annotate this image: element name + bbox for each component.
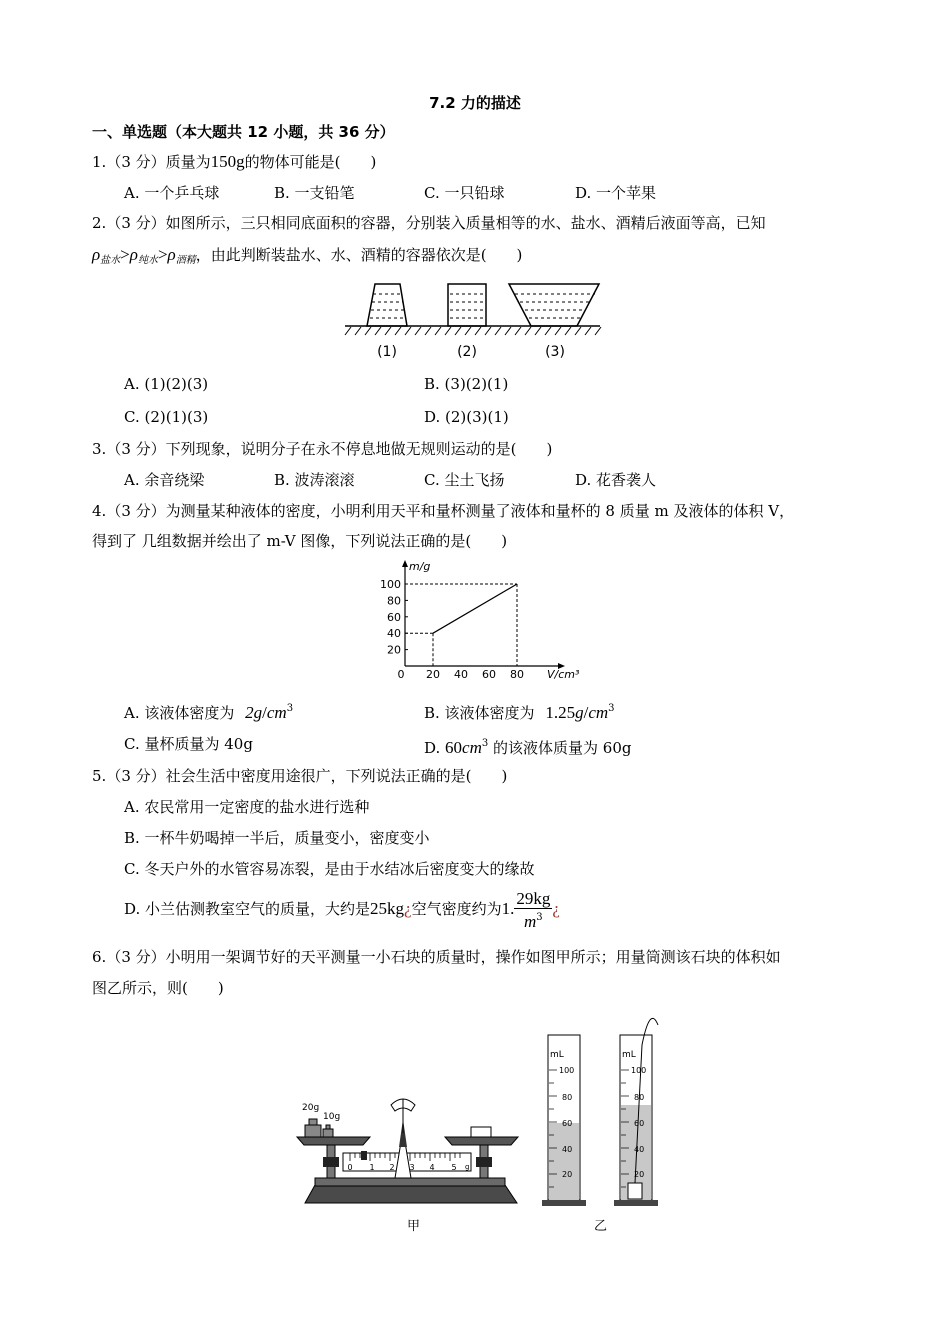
q4-stem-line2: 得到了 几组数据并绘出了 m-V 图像，下列说法正确的是( ): [92, 532, 508, 550]
origin-label: 0: [397, 668, 405, 681]
q4-stem-line1: 为测量某种液体的密度，小明利用天平和量杯测量了液体和量杯的 8 质量 m 及液体的体积 V，: [165, 502, 795, 520]
svg-text:80: 80: [562, 1093, 573, 1102]
q3-stem: 下列现象，说明分子在永不停息地做无规则运动的是( ): [165, 440, 553, 458]
balance-figure: [295, 1085, 535, 1210]
svg-text:1: 1: [369, 1163, 375, 1172]
svg-text:2: 2: [389, 1163, 395, 1172]
q5-score: （3 分）: [106, 767, 166, 785]
q5-option-c[interactable]: C. 冬天户外的水管容易冻裂，是由于水结冰后密度变大的缘故: [124, 860, 535, 878]
q5-stem: 社会生活中密度用途很广，下列说法正确的是( ): [165, 767, 508, 785]
q1-option-b[interactable]: B. 一支铅笔: [274, 184, 355, 202]
question-5: [92, 766, 507, 786]
stone: [471, 1127, 491, 1137]
q5-option-d[interactable]: D. 小兰估测教室空气的质量，大约是25kg¿空气密度约为1. $\frac{29kg}{m^3}$ ¿: [124, 888, 560, 931]
q3-number: 3.: [92, 440, 107, 458]
x-axis-label: V/cm³: [547, 668, 580, 681]
question-4: [92, 501, 794, 521]
q3-option-a[interactable]: A. 余音绕梁: [124, 471, 205, 489]
q4-mv-chart: [365, 558, 580, 683]
q1-option-c[interactable]: C. 一只铅球: [424, 184, 505, 202]
caption-jia: 甲: [407, 1219, 421, 1234]
q1-option-d[interactable]: D. 一个苹果: [575, 184, 657, 202]
q5-option-a[interactable]: A. 农民常用一定密度的盐水进行选种: [124, 798, 370, 816]
svg-text:4: 4: [429, 1163, 435, 1172]
question-1: [92, 152, 376, 172]
q5-option-b[interactable]: B. 一杯牛奶喝掉一半后，质量变小，密度变小: [124, 829, 430, 847]
y-tick-label: 100: [380, 578, 401, 591]
weight-10g: [323, 1129, 333, 1137]
q3-option-b[interactable]: B. 波涛滚滚: [274, 471, 355, 489]
q3-option-d[interactable]: D. 花香袭人: [575, 471, 657, 489]
q4-option-b[interactable]: B. 该液体密度为 $1.25g/cm^3$: [424, 703, 615, 722]
q4-option-d[interactable]: D. $60cm^3$ 的该液体质量为 60g: [424, 738, 632, 757]
stone-in-cylinder: [628, 1183, 642, 1199]
q4-option-a[interactable]: A. 该液体密度为 $2g/cm^3$: [124, 703, 294, 722]
q1-number: 1.: [92, 153, 107, 171]
svg-text:5: 5: [451, 1163, 457, 1172]
svg-text:100: 100: [631, 1066, 647, 1075]
q2-containers-figure: [345, 280, 605, 365]
q1-mass: 150g: [210, 152, 245, 171]
svg-text:g: g: [465, 1163, 470, 1171]
q4-score: （3 分）: [106, 502, 166, 520]
q1-stem-tail: 的物体可能是( ): [244, 153, 377, 171]
svg-text:40: 40: [562, 1145, 573, 1154]
q6-stem-line2: 图乙所示，则( ): [92, 979, 224, 997]
y-tick-label: 60: [387, 610, 401, 624]
fig-label-1: (1): [377, 344, 397, 360]
q2-option-b[interactable]: B. (3)(2)(1): [424, 375, 509, 393]
q3-option-c[interactable]: C. 尘土飞扬: [424, 471, 505, 489]
weight-20g: [305, 1125, 321, 1137]
x-tick-label: 20: [426, 668, 440, 681]
y-tick-label: 80: [387, 594, 401, 608]
q3-score: （3 分）: [106, 440, 166, 458]
svg-text:0: 0: [347, 1163, 353, 1172]
svg-text:40: 40: [634, 1145, 645, 1154]
y-tick-label: 20: [387, 643, 401, 657]
x-tick-label: 60: [482, 668, 496, 681]
rider: [361, 1151, 367, 1160]
svg-text:3: 3: [409, 1163, 415, 1172]
container-3: [509, 284, 599, 326]
container-1: [367, 284, 407, 326]
cylinder-1: [542, 1035, 586, 1206]
question-3: [92, 439, 552, 459]
svg-text:20: 20: [562, 1170, 573, 1179]
svg-text:10g: 10g: [323, 1112, 341, 1122]
x-tick-label: 80: [510, 668, 524, 681]
q1-option-a[interactable]: A. 一个乒乓球: [124, 184, 220, 202]
q1-score: （3 分）: [106, 153, 166, 171]
svg-text:100: 100: [559, 1066, 575, 1075]
svg-text:20: 20: [634, 1170, 645, 1179]
q2-score: （3 分）: [106, 214, 166, 232]
question-6: [92, 947, 781, 967]
q6-number: 6.: [92, 948, 107, 966]
q1-stem: 质量为: [165, 153, 211, 171]
fig-label-3: (3): [545, 344, 565, 360]
q2-stem-line1: 如图所示，三只相同底面积的容器，分别装入质量相等的水、盐水、酒精后液面等高，已知: [165, 214, 766, 232]
q4-option-c[interactable]: C. 量杯质量为 40g: [124, 735, 253, 753]
q2-stem-line2: ，由此判断装盐水、水、酒精的容器依次是( ): [195, 246, 523, 264]
y-tick-label: 40: [387, 627, 401, 641]
svg-text:80: 80: [634, 1093, 645, 1102]
container-2: [448, 284, 486, 326]
svg-text:mL: mL: [622, 1050, 636, 1060]
x-tick-label: 40: [454, 668, 468, 681]
question-2: [92, 213, 766, 233]
q2-density-relation: $\rho_{盐水}>\rho_{纯水}>\rho_{酒精}$，由此判断装盐水、水、酒精的容器依次是( ): [92, 245, 523, 266]
q4-number: 4.: [92, 502, 107, 520]
svg-text:20g: 20g: [302, 1103, 320, 1113]
q2-option-d[interactable]: D. (2)(3)(1): [424, 408, 509, 426]
q6-stem-line1: 小明用一架调节好的天平测量一小石块的质量时，操作如图甲所示；用量筒测该石块的体积如: [165, 948, 781, 966]
caption-yi: 乙: [594, 1219, 608, 1234]
svg-text:60: 60: [634, 1119, 645, 1128]
q2-option-c[interactable]: C. (2)(1)(3): [124, 408, 209, 426]
q5-number: 5.: [92, 767, 107, 785]
cylinder-2: [614, 1018, 658, 1206]
y-axis-arrow: [402, 560, 408, 567]
svg-text:60: 60: [562, 1119, 573, 1128]
q2-option-a[interactable]: A. (1)(2)(3): [124, 375, 209, 393]
q6-score: （3 分）: [106, 948, 166, 966]
cylinders-figure: [540, 1005, 670, 1210]
svg-text:mL: mL: [550, 1050, 564, 1060]
q5-density-fraction: $\frac{29kg}{m^3}$: [516, 888, 551, 931]
fig-label-2: (2): [457, 344, 477, 360]
q2-number: 2.: [92, 214, 107, 232]
data-line: [433, 584, 517, 633]
section-heading: 一、单选题（本大题共 12 小题，共 36 分）: [92, 123, 395, 141]
y-axis-label: m/g: [409, 560, 431, 573]
page-title: 7.2 力的描述: [429, 94, 521, 112]
